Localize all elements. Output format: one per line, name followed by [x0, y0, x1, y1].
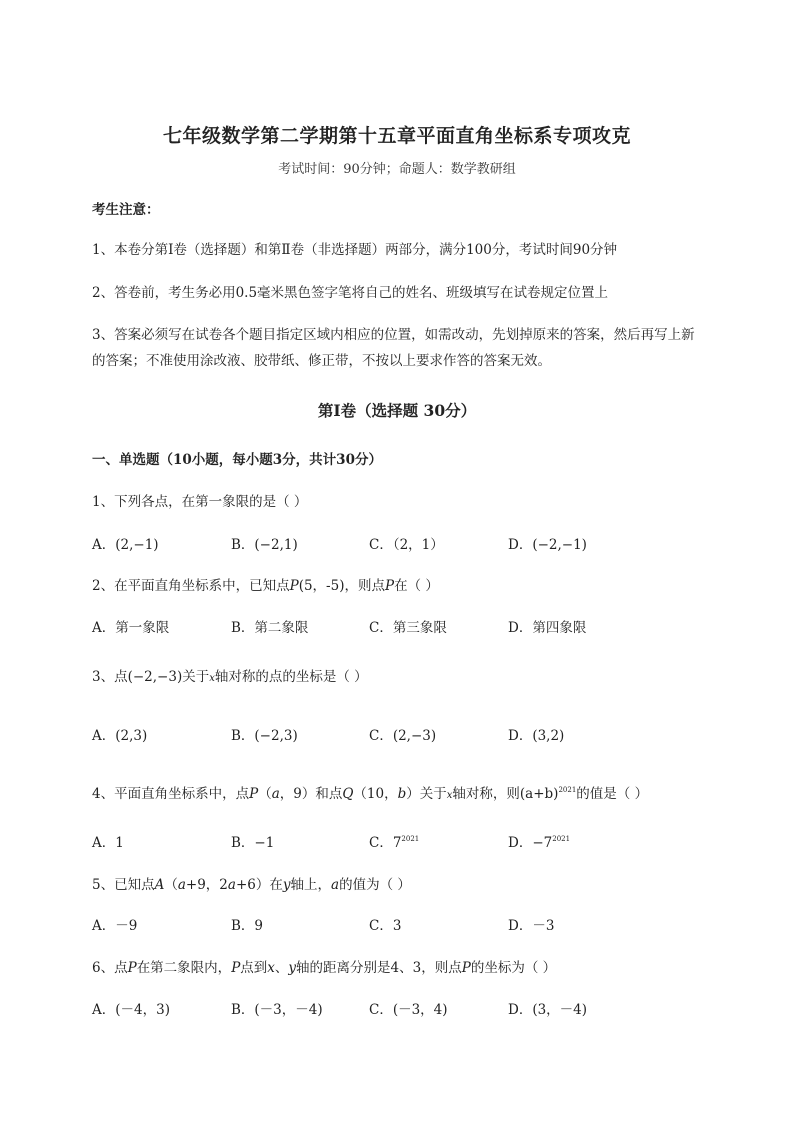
question-3-option-b: B．(−2,3) [231, 728, 298, 744]
question-4-option-b: B．−1 [231, 835, 275, 851]
question-1-option-b: B．(−2,1) [231, 537, 298, 553]
question-3-option-d: D．(3,2) [508, 728, 565, 744]
question-4-stem: 4、平面直角坐标系中，点P（a，9）和点Q（10，b）关于x轴对称，则$(a+b)^{2021}$的值是（ ） [92, 786, 649, 802]
question-3-option-a: A．(2,3) [92, 728, 148, 744]
question-4-option-c: C．$7^{2021}$ [369, 835, 420, 851]
question-6-option-a: A．(－4，3) [92, 1002, 170, 1018]
question-6-option-c: C．(－3，4) [369, 1002, 448, 1018]
question-6-option-d: D．(3，－4) [508, 1002, 588, 1018]
question-3-options [92, 724, 712, 748]
exam-title: 七年级数学第二学期第十五章平面直角坐标系专项攻克 [162, 125, 631, 147]
question-6-stem: 6、点P在第二象限内，P点到x、y轴的距离分别是4、3，则点P的坐标为（ ） [92, 960, 557, 976]
question-5-options [92, 914, 712, 938]
notice-item-1: 1、本卷分第I卷（选择题）和第Ⅱ卷（非选择题）两部分，满分100分，考试时间90分钟 [92, 242, 618, 258]
section-title: 第I卷（选择题 30分） [317, 401, 477, 420]
notice-item-2: 2、答卷前，考生务必用0.5毫米黑色签字笔将自己的姓名、班级填写在试卷规定位置上 [92, 285, 609, 301]
question-6-option-b: B．(－3，－4) [231, 1002, 323, 1018]
question-2-option-d: D．第四象限 [508, 620, 587, 636]
question-1-option-d: D．(−2,−1) [508, 537, 587, 553]
question-5-option-d: D．－3 [508, 918, 555, 934]
question-3-stem: 3、点(−2,−3)关于x轴对称的点的坐标是（ ） [92, 669, 368, 685]
question-5-option-a: A．－9 [92, 918, 138, 934]
part-heading: 一、单选题（10小题，每小题3分，共计30分） [92, 452, 382, 468]
question-1-option-a: A．(2,−1) [92, 537, 159, 553]
question-2-option-c: C．第三象限 [369, 620, 447, 636]
question-1-stem: 1、下列各点，在第一象限的是（ ） [92, 494, 308, 510]
question-2-stem: 2、在平面直角坐标系中，已知点P(5，-5)，则点P在（ ） [92, 578, 439, 594]
question-3-option-c: C．(2,−3) [369, 728, 437, 744]
question-2-options [92, 616, 712, 640]
exam-subtitle: 考试时间：90分钟；命题人：数学教研组 [278, 162, 516, 177]
question-2-option-a: A．第一象限 [92, 620, 170, 636]
question-1-options [92, 533, 712, 557]
question-4-option-a: A．1 [92, 835, 124, 851]
question-2-option-b: B．第二象限 [231, 620, 309, 636]
question-5-stem: 5、已知点A（a+9，2a+6）在y轴上，a的值为（ ） [92, 877, 411, 893]
notice-heading: 考生注意： [92, 202, 160, 218]
question-5-option-b: B．9 [231, 918, 264, 934]
notice-item-3-cont: 的答案；不准使用涂改液、胶带纸、修正带，不按以上要求作答的答案无效。 [92, 353, 551, 369]
question-6-options [92, 998, 712, 1022]
notice-item-3: 3、答案必须写在试卷各个题目指定区域内相应的位置，如需改动，先划掉原来的答案，然后再写上新 [92, 327, 695, 343]
question-1-option-c: C．（2，1） [369, 537, 444, 553]
question-4-options [92, 831, 712, 855]
question-5-option-c: C．3 [369, 918, 402, 934]
question-4-option-d: D．$-7^{2021}$ [508, 835, 571, 851]
